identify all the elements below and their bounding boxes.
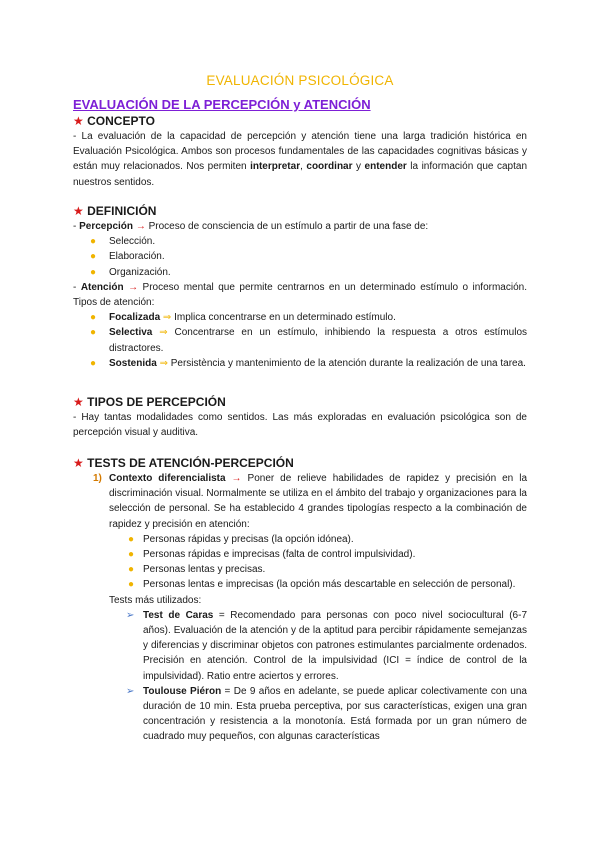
tipos-percepcion-paragraph: - Hay tantas modalidades como sentidos. Las más exploradas en evaluación psicológica son de percepción visual y auditiva. bbox=[73, 412, 527, 439]
atencion-definition: - Atención → Proceso mental que permite centrarnos en un determinado estímulo o información. Tipos de atención: bbox=[73, 281, 527, 309]
double-arrow-icon: ⇒ bbox=[159, 327, 168, 339]
tipos-percepcion-heading: ★ TIPOS DE PERCEPCIÓN bbox=[73, 395, 226, 409]
list-item: ● Sostenida ⇒ Persistència y mantenimiento de la atención durante la realización de una tarea. bbox=[73, 356, 527, 371]
definicion-heading: ★ DEFINICIÓN bbox=[73, 204, 157, 218]
arrowhead-bullet-icon: ➢ bbox=[126, 685, 135, 697]
list-item: ● Selección. bbox=[73, 234, 527, 249]
tipos-percepcion-section bbox=[73, 394, 527, 440]
section-title: EVALUACIÓN DE LA PERCEPCIÓN y ATENCIÓN bbox=[73, 97, 371, 112]
concepto-heading: ★ CONCEPTO bbox=[73, 114, 155, 128]
tipologias-list bbox=[73, 532, 527, 593]
tests-heading: ★ TESTS DE ATENCIÓN-PERCEPCIÓN bbox=[73, 456, 294, 470]
arrowhead-bullet-icon: ➢ bbox=[126, 609, 135, 621]
list-item: ● Organización. bbox=[73, 265, 527, 280]
dot-bullet-icon: ● bbox=[90, 236, 97, 248]
double-arrow-icon: ⇒ bbox=[162, 312, 172, 324]
concepto-paragraph: - La evaluación de la capacidad de percepción y atención tiene una larga tradición histórica en Evaluación Psicológica. Ambos son procesos fundamentales de las capacidades cognitivas básicas y están muy relacionados. Nos permiten interpretar, coordinar y entender la información que captan nuestros sentidos. bbox=[73, 131, 528, 188]
arrow-icon: → bbox=[135, 221, 146, 232]
arrow-icon: → bbox=[128, 281, 139, 293]
dot-bullet-icon: ● bbox=[90, 312, 97, 324]
dot-bullet-icon: ● bbox=[90, 327, 97, 339]
concepto-section bbox=[73, 113, 527, 190]
arrow-icon: → bbox=[231, 473, 242, 484]
star-icon: ★ bbox=[73, 204, 84, 218]
tipos-atencion-list bbox=[73, 310, 527, 371]
dot-bullet-icon: ● bbox=[90, 266, 97, 278]
dot-bullet-icon: ● bbox=[128, 549, 135, 561]
list-item: ➢ Toulouse Piéron = De 9 años en adelante, se puede aplicar colectivamente con una duración de 10 min. Esta prueba perceptiva, por sus características, exigen una gran concentración y resistencia a la monotonía. Está formada por un gran número de cuadrado muy pequeños, con algunas características bbox=[126, 685, 527, 743]
star-icon: ★ bbox=[73, 114, 84, 128]
list-item: ● Personas lentas e imprecisas (la opción más descartable en selección de personal). bbox=[73, 577, 527, 592]
document-title: EVALUACIÓN PSICOLÓGICA bbox=[206, 73, 394, 88]
item-number: 1) bbox=[93, 473, 102, 484]
star-icon: ★ bbox=[73, 395, 84, 409]
list-item: ● Elaboración. bbox=[73, 249, 527, 264]
percepcion-definition: - Percepción → Proceso de consciencia de un estímulo a partir de una fase de: bbox=[73, 221, 429, 232]
numbered-item bbox=[73, 471, 527, 532]
list-item: ● Focalizada ⇒ Implica concentrarse en un determinado estímulo. bbox=[73, 310, 527, 325]
tests-list bbox=[73, 608, 527, 745]
dot-bullet-icon: ● bbox=[128, 579, 135, 591]
contexto-paragraph: Contexto diferencialista → Poner de relieve habilidades de rapidez y precisión en la discriminación visual. Normalmente se utiliza en el ámbito del trabajo y organizaciones para la selección de personal. Se ha establecido 4 grandes tipologías respecto a la combinación de rapidez y precisión en atención: bbox=[109, 473, 528, 530]
definicion-section bbox=[73, 203, 527, 371]
tests-label: Tests más utilizados: bbox=[109, 594, 202, 606]
dot-bullet-icon: ● bbox=[128, 533, 135, 545]
tests-section bbox=[73, 455, 527, 745]
double-arrow-icon: ⇒ bbox=[159, 357, 168, 369]
dot-bullet-icon: ● bbox=[90, 357, 97, 369]
list-item: ● Personas rápidas y precisas (la opción idónea). bbox=[73, 532, 527, 547]
fases-list bbox=[73, 234, 527, 280]
list-item: ➢ Test de Caras = Recomendado para personas con poco nivel sociocultural (6-7 años). Evaluación de la atención y de la aptitud para percibir rápidamente semejanzas y diferencias y discriminar objetos con patrones estimulantes parcialmente ordenados. Precisión en atención. Control de la impulsividad (ICI = índice de control de la impulsividad). Ratio entre aciertos y errores. bbox=[126, 609, 528, 682]
list-item: ● Personas lentas y precisas. bbox=[73, 562, 527, 577]
dot-bullet-icon: ● bbox=[90, 251, 97, 263]
list-item: ● Personas rápidas e imprecisas (falta de control impulsividad). bbox=[73, 547, 527, 562]
star-icon: ★ bbox=[73, 456, 84, 470]
list-item: ● Selectiva ⇒ Concentrarse en un estímulo, inhibiendo la respuesta a otros estímulos distractores. bbox=[90, 327, 528, 354]
dot-bullet-icon: ● bbox=[128, 564, 135, 576]
